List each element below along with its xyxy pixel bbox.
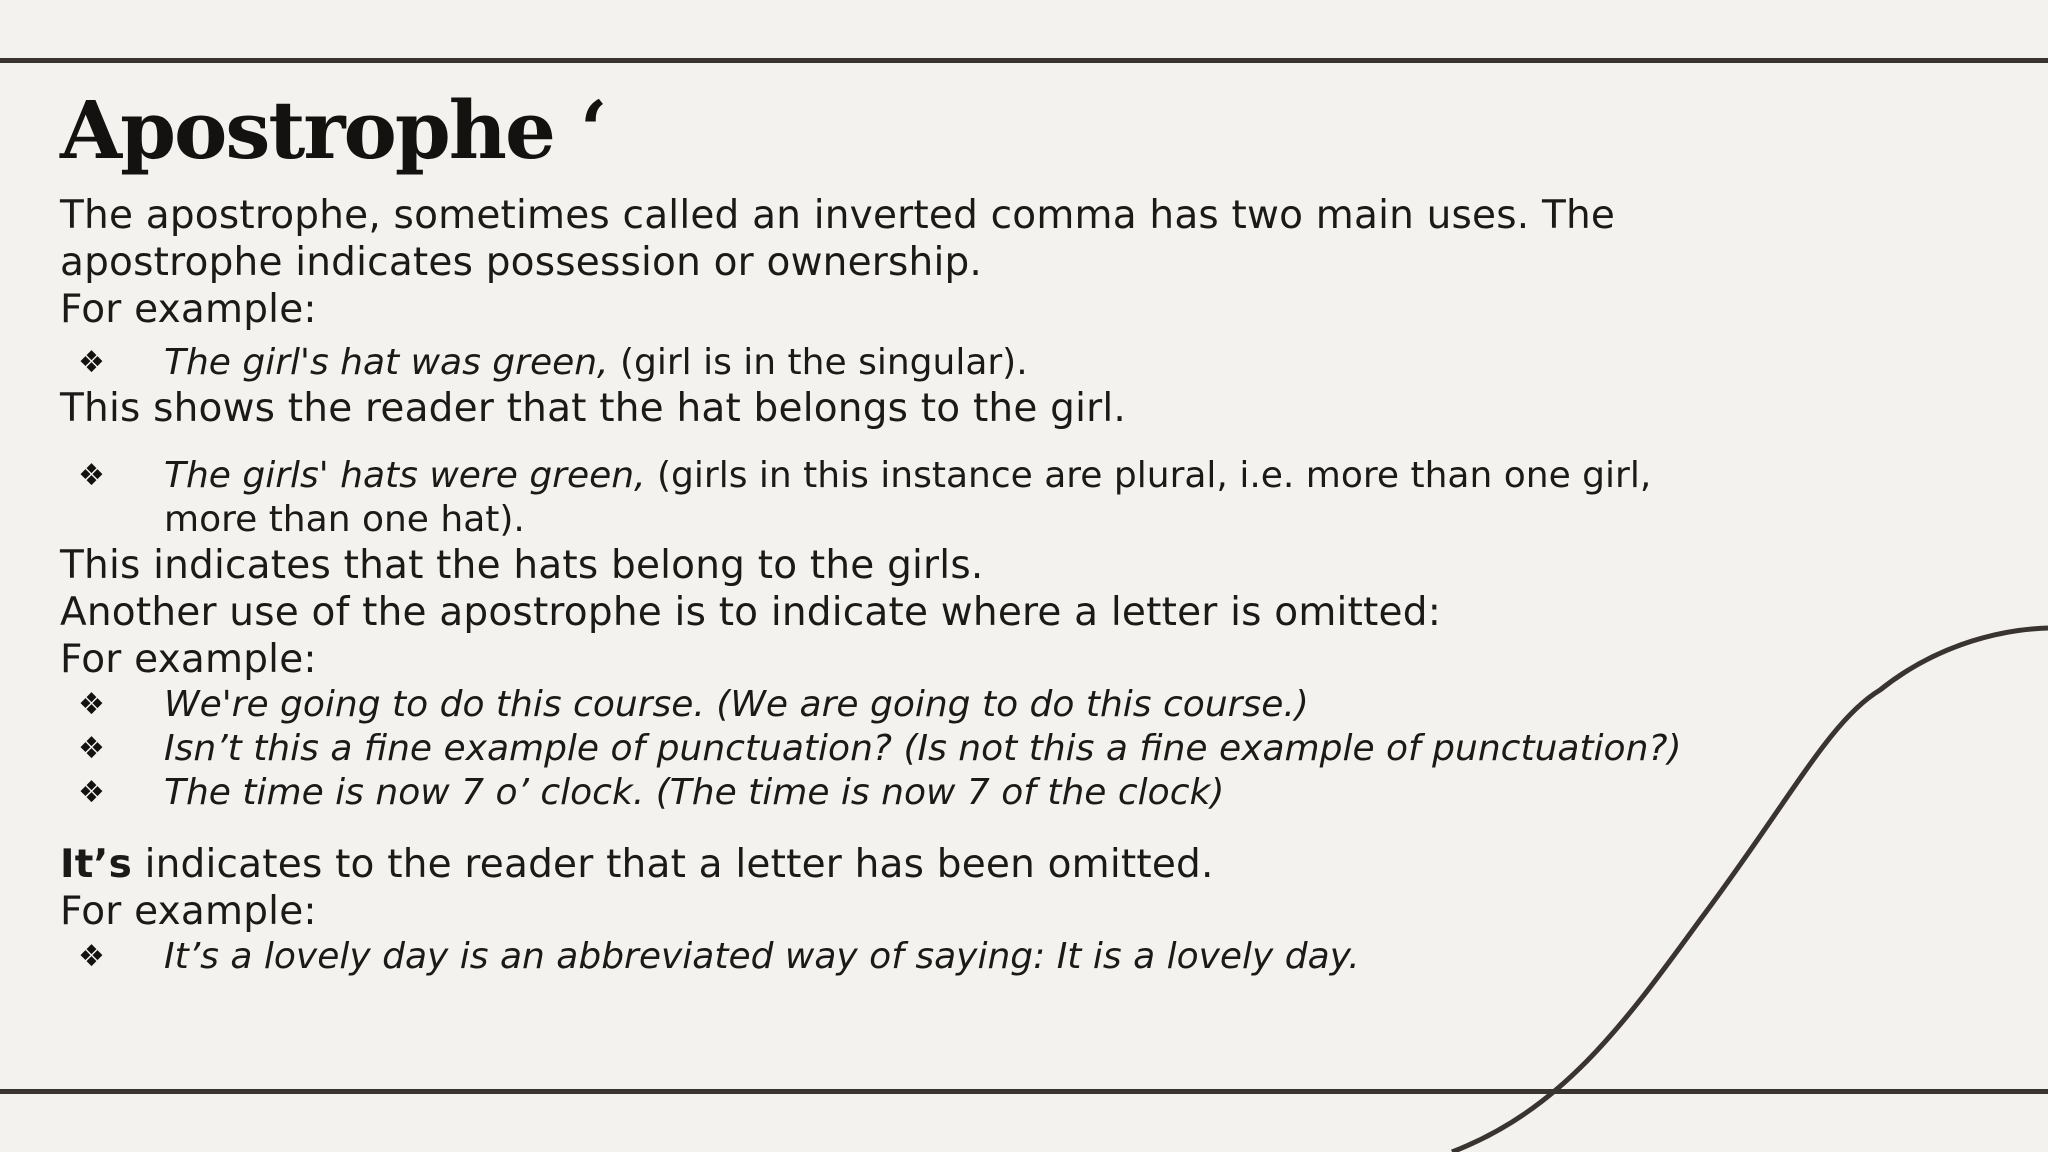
bullet-omission-3 — [60, 771, 1710, 815]
bullet-diamond-icon: ❖ — [78, 345, 105, 380]
bullet-its-example — [60, 935, 1710, 979]
its-explanation-text: indicates to the reader that a letter has been omitted. — [131, 842, 1214, 887]
omission-example-1: We're going to do this course. (We are going to do this course.) — [164, 684, 1309, 725]
example-plural-note: (girls in this instance are plural, i.e. more than one girl, more than one hat). — [164, 455, 1652, 540]
omission-example-3: The time is now 7 o’ clock. (The time is now 7 of the clock) — [164, 772, 1225, 813]
for-example-label-1: For example: — [60, 287, 317, 332]
explanation-singular: This shows the reader that the hat belongs to the girl. — [60, 386, 1126, 431]
bullet-diamond-icon: ❖ — [78, 731, 105, 766]
bottom-divider-line — [0, 1089, 2048, 1094]
example-plural-italic: The girls' hats were green, — [164, 455, 646, 496]
bullet-omission-1 — [60, 683, 1710, 727]
example-singular-note: (girl is in the singular). — [608, 342, 1028, 383]
explanation-plural: This indicates that the hats belong to the girls. — [60, 543, 984, 588]
example-singular-italic: The girl's hat was green, — [164, 342, 609, 383]
bullet-omission-2 — [60, 727, 1710, 771]
bullet-diamond-icon: ❖ — [78, 939, 105, 974]
omission-example-2: Isn’t this a fine example of punctuation? (Is not this a fine example of punctuation?) — [164, 728, 1682, 769]
top-divider-line — [0, 58, 2048, 63]
bullet-diamond-icon: ❖ — [78, 687, 105, 722]
omission-intro: Another use of the apostrophe is to indicate where a letter is omitted: — [60, 590, 1442, 635]
bullet-plural-possession — [60, 454, 1710, 542]
intro-paragraph: The apostrophe, sometimes called an inverted comma has two main uses. The apostrophe indicates possession or ownership. — [60, 193, 1616, 285]
slide-title: Apostrophe ‘ — [60, 83, 606, 177]
its-bold-word: It’s — [60, 842, 132, 887]
bullet-diamond-icon: ❖ — [78, 458, 105, 493]
its-explanation — [60, 841, 1710, 888]
its-example-text: It’s a lovely day is an abbreviated way of saying: It is a lovely day. — [164, 936, 1360, 977]
for-example-label-2: For example: — [60, 637, 317, 682]
for-example-label-3: For example: — [60, 889, 317, 934]
bullet-diamond-icon: ❖ — [78, 775, 105, 810]
bullet-singular-possession — [60, 341, 1710, 385]
slide-content — [60, 82, 1710, 979]
